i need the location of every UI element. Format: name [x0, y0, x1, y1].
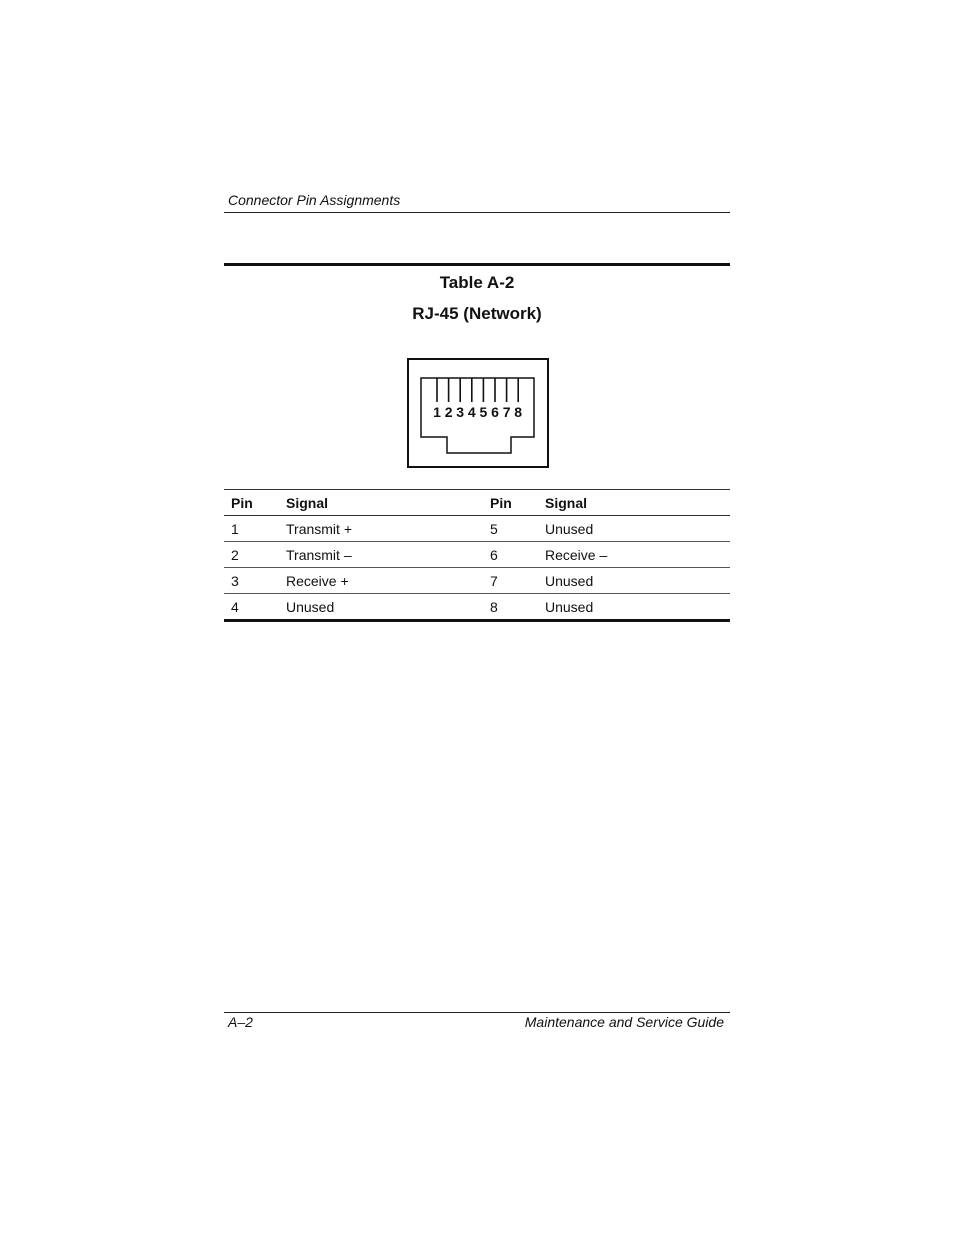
column-header-signal: Signal [279, 490, 483, 516]
signal-name: Transmit + [279, 516, 483, 542]
pin-number: 5 [483, 516, 538, 542]
table-number: Table A-2 [439, 273, 515, 292]
column-header-signal: Signal [538, 490, 730, 516]
signal-name: Unused [538, 516, 730, 542]
signal-name: Receive – [538, 542, 730, 568]
signal-name: Receive + [279, 568, 483, 594]
table-row [224, 516, 730, 542]
pin-number: 1 [224, 516, 279, 542]
table-header-row [224, 490, 730, 516]
column-header-pin: Pin [224, 490, 279, 516]
table-row [224, 594, 730, 621]
rj45-jack-diagram [407, 358, 549, 468]
signal-name: Unused [538, 594, 730, 621]
table-top-rule [224, 263, 730, 266]
header-rule [224, 212, 730, 213]
pin-number-label: 1 [433, 404, 441, 420]
footer-rule [224, 1012, 730, 1013]
pin-number: 7 [483, 568, 538, 594]
table-row [224, 568, 730, 594]
pin-number: 4 [224, 594, 279, 621]
pin-number: 2 [224, 542, 279, 568]
table-title: RJ-45 (Network) [412, 304, 542, 323]
pin-number-label: 8 [514, 404, 523, 420]
pin-number: 6 [483, 542, 538, 568]
table-row [224, 542, 730, 568]
pin-number-label: 4 [467, 404, 476, 420]
signal-name: Transmit – [279, 542, 483, 568]
guide-title: Maintenance and Service Guide [524, 1014, 724, 1030]
page-number: A–2 [228, 1014, 253, 1030]
pin-assignment-table [224, 489, 730, 622]
column-header-pin: Pin [483, 490, 538, 516]
running-head: Connector Pin Assignments [228, 192, 401, 208]
pin-number-label: 6 [491, 404, 499, 420]
pin-number-label: 7 [502, 404, 511, 420]
signal-name: Unused [538, 568, 730, 594]
pin-number-label: 3 [456, 404, 465, 420]
pin-number-label: 5 [479, 404, 488, 420]
jack-outer-frame [408, 359, 548, 467]
signal-name: Unused [279, 594, 483, 621]
pin-number-label: 2 [444, 404, 453, 420]
pin-number: 3 [224, 568, 279, 594]
pin-number: 8 [483, 594, 538, 621]
